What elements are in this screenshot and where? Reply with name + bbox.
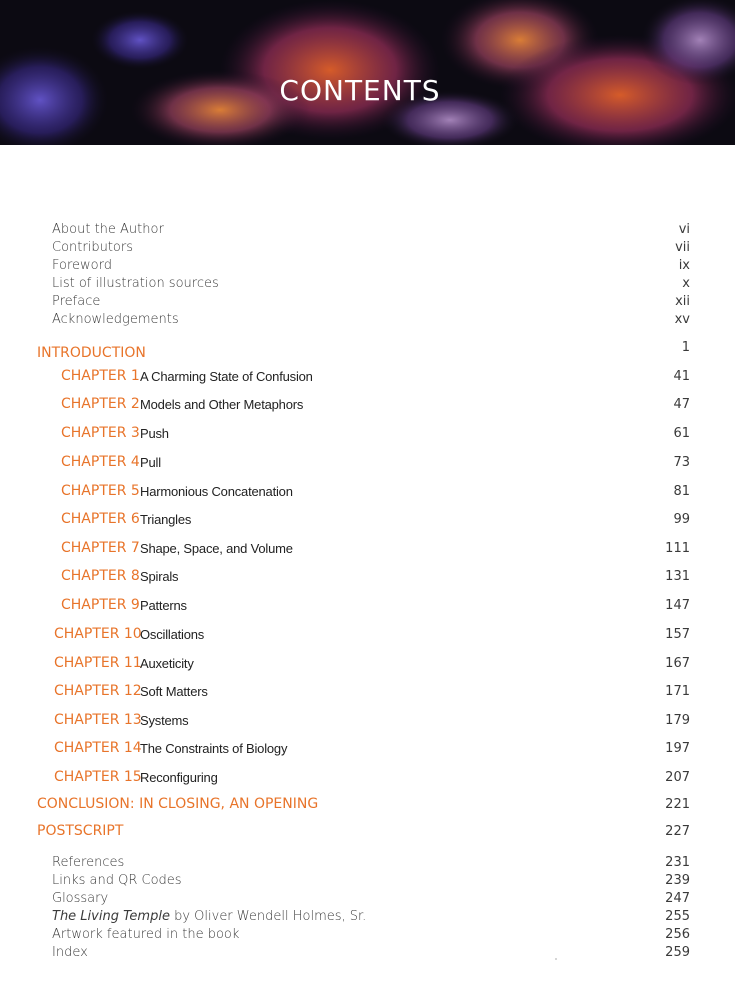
chapter-title: Spirals — [140, 569, 179, 584]
entry-title: Links and QR Codes — [52, 873, 182, 888]
entry-title-rest: by Oliver Wendell Holmes, Sr. — [169, 909, 367, 924]
page-number: 221 — [665, 797, 690, 812]
page-number: 73 — [673, 455, 690, 470]
page-number: 41 — [673, 369, 690, 384]
page-number: 171 — [665, 684, 690, 699]
chapter-row — [0, 568, 735, 590]
chapter-row — [0, 368, 735, 390]
chapter-label: CHAPTER 5 — [61, 483, 140, 499]
chapter-label: CHAPTER 10 — [54, 626, 142, 642]
header-banner — [0, 0, 735, 145]
section-label: CONCLUSION: IN CLOSING, AN OPENING — [37, 796, 319, 812]
page-number: 157 — [665, 627, 690, 642]
conclusion-row — [0, 796, 735, 818]
page-number: vi — [678, 222, 690, 237]
page-number: xii — [675, 294, 690, 309]
chapter-row — [0, 655, 735, 677]
chapter-row — [0, 454, 735, 476]
chapter-title: Models and Other Metaphors — [140, 397, 304, 412]
page-number: 255 — [665, 909, 690, 924]
page-number: 167 — [665, 656, 690, 671]
entry-title: List of illustration sources — [52, 276, 219, 291]
entry-title: References — [52, 855, 125, 870]
chapter-title: Push — [140, 426, 169, 441]
page-number: 247 — [665, 891, 690, 906]
section-label: INTRODUCTION — [37, 345, 146, 361]
introduction-row — [0, 340, 735, 367]
chapter-row — [0, 597, 735, 619]
page-number: 131 — [665, 569, 690, 584]
page-number: 1 — [681, 340, 690, 355]
chapter-label: CHAPTER 15 — [54, 769, 142, 785]
page-number: 179 — [665, 713, 690, 728]
chapter-title: Soft Matters — [140, 684, 208, 699]
chapter-label: CHAPTER 2 — [61, 396, 140, 412]
chapter-title: Oscillations — [140, 627, 205, 642]
chapter-title: Auxeticity — [140, 656, 194, 671]
entry-title: Artwork featured in the book — [52, 927, 240, 942]
entry-title: Acknowledgements — [52, 312, 179, 327]
page-number: vii — [675, 240, 690, 255]
page-number: ix — [678, 258, 690, 273]
section-label: POSTSCRIPT — [37, 823, 124, 839]
page-number: 99 — [673, 512, 690, 527]
page-number: 81 — [673, 484, 690, 499]
entry-title: About the Author — [52, 222, 164, 237]
chapter-label: CHAPTER 1 — [61, 368, 140, 384]
page-title: CONTENTS — [279, 74, 441, 107]
page-number: 197 — [665, 741, 690, 756]
chapter-row — [0, 769, 735, 791]
page-number: 147 — [665, 598, 690, 613]
chapter-label: CHAPTER 11 — [54, 655, 142, 671]
back-matter-row — [0, 945, 735, 967]
page-number: 256 — [665, 927, 690, 942]
entry-title: Index — [52, 945, 88, 960]
chapter-row — [0, 740, 735, 762]
chapter-row — [0, 425, 735, 447]
page-number: 227 — [665, 824, 690, 839]
postscript-row — [0, 823, 735, 845]
page-number: xv — [674, 312, 690, 327]
page-number: 111 — [665, 541, 690, 556]
chapter-row — [0, 396, 735, 418]
entry-title-italic: The Living Temple — [52, 909, 170, 924]
chapter-row — [0, 626, 735, 648]
page-number: 207 — [665, 770, 690, 785]
entry-title: Contributors — [52, 240, 133, 255]
chapter-title: The Constraints of Biology — [140, 741, 288, 756]
page-number: 61 — [673, 426, 690, 441]
chapter-label: CHAPTER 3 — [61, 425, 140, 441]
entry-title — [52, 909, 366, 924]
chapter-title: Reconfiguring — [140, 770, 218, 785]
chapter-label: CHAPTER 6 — [61, 511, 140, 527]
chapter-label: CHAPTER 4 — [61, 454, 140, 470]
chapter-label: CHAPTER 12 — [54, 683, 142, 699]
chapter-row — [0, 511, 735, 533]
chapter-label: CHAPTER 13 — [54, 712, 142, 728]
chapter-row — [0, 540, 735, 562]
chapter-title: A Charming State of Confusion — [140, 369, 313, 384]
chapter-title: Triangles — [140, 512, 192, 527]
chapter-row — [0, 683, 735, 705]
page-number: x — [682, 276, 690, 291]
chapter-label: CHAPTER 9 — [61, 597, 140, 613]
chapter-title: Shape, Space, and Volume — [140, 541, 293, 556]
entry-title: Preface — [52, 294, 101, 309]
chapter-row — [0, 712, 735, 734]
chapter-title: Harmonious Concatenation — [140, 484, 293, 499]
page-number: 259 — [665, 945, 690, 960]
page-number: 231 — [665, 855, 690, 870]
chapter-title: Systems — [140, 713, 189, 728]
chapter-label: CHAPTER 14 — [54, 740, 142, 756]
page-number: 47 — [673, 397, 690, 412]
page-speck — [555, 958, 557, 960]
chapter-row — [0, 483, 735, 505]
front-matter-row — [0, 312, 735, 334]
entry-title: Glossary — [52, 891, 109, 906]
chapter-title: Pull — [140, 455, 161, 470]
chapter-title: Patterns — [140, 598, 187, 613]
entry-title: Foreword — [52, 258, 112, 273]
banner-artwork — [0, 0, 735, 145]
chapter-label: CHAPTER 8 — [61, 568, 140, 584]
chapter-label: CHAPTER 7 — [61, 540, 140, 556]
page-number: 239 — [665, 873, 690, 888]
